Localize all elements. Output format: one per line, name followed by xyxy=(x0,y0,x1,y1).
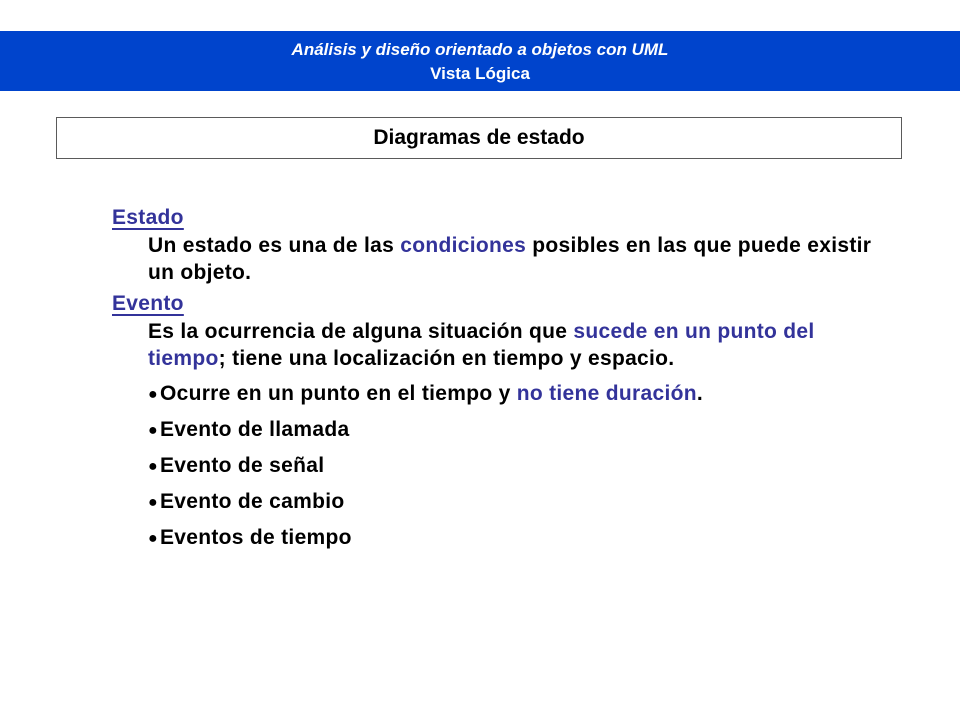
bullet-dot-icon: ● xyxy=(148,386,158,403)
term-estado: Estado xyxy=(112,206,184,229)
definition-evento-text-end: ; tiene una localización en tiempo y espacio. xyxy=(218,347,675,370)
list-item-text: Evento de señal xyxy=(159,454,325,477)
list-item xyxy=(148,416,872,444)
definition-estado-text-end: posibles en las que puede existir un objeto. xyxy=(148,234,872,284)
highlight-no-duracion: no tiene duración xyxy=(516,382,697,405)
highlight-condiciones: condiciones xyxy=(400,234,527,257)
content-body xyxy=(112,204,872,552)
list-item xyxy=(148,488,872,516)
definition-evento xyxy=(148,318,872,372)
section-title: Diagramas de estado xyxy=(56,117,902,159)
list-item xyxy=(148,524,872,552)
list-item xyxy=(148,452,872,480)
bullet-list xyxy=(148,380,872,552)
list-item-text: Ocurre en un punto en el tiempo y xyxy=(159,382,517,405)
header-subtitle: Vista Lógica xyxy=(430,64,530,83)
bullet-dot-icon: ● xyxy=(148,530,158,547)
list-item-text: Evento de cambio xyxy=(159,490,345,513)
header-band xyxy=(0,31,960,91)
header-title: Análisis y diseño orientado a objetos con UML xyxy=(291,40,669,59)
bullet-dot-icon: ● xyxy=(148,422,158,439)
definition-estado-text: Un estado es una de las xyxy=(148,234,401,257)
list-item-text: Evento de llamada xyxy=(159,418,350,441)
list-item-text: Eventos de tiempo xyxy=(159,526,352,549)
list-item-text-end: . xyxy=(696,382,703,405)
definition-evento-text: Es la ocurrencia de alguna situación que xyxy=(148,320,574,343)
definition-estado xyxy=(148,232,872,286)
bullet-dot-icon: ● xyxy=(148,494,158,511)
list-item xyxy=(148,380,872,408)
bullet-dot-icon: ● xyxy=(148,458,158,475)
term-evento: Evento xyxy=(112,292,184,315)
highlight-sucede: sucede en un punto del tiempo xyxy=(148,320,815,370)
